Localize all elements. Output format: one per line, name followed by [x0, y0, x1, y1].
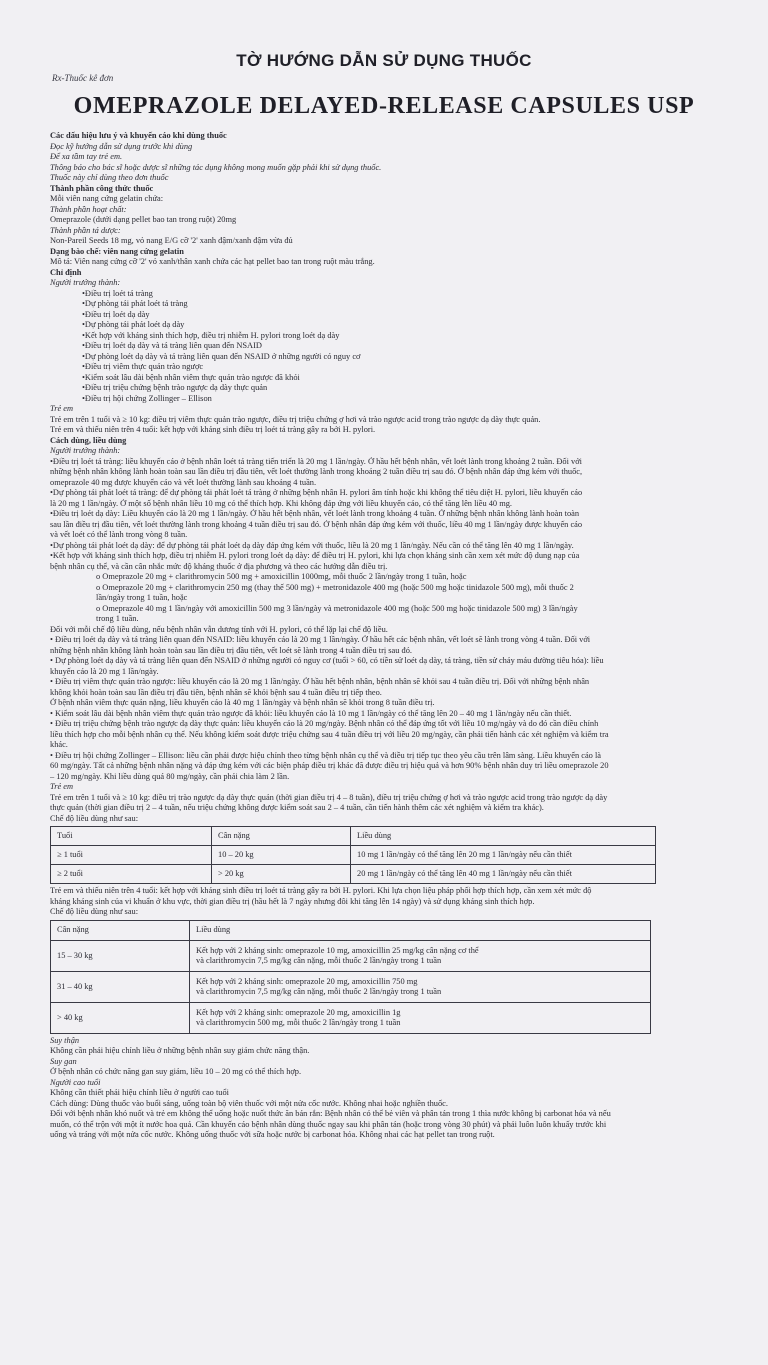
text-line: •Điều trị loét dạ dày và tá tràng liên quan đến NSAID: [82, 341, 262, 350]
text-line: •Điều trị hội chứng Zollinger – Ellison: [82, 393, 212, 403]
text-line: Đối với mỗi chế độ liều dùng, nếu bệnh nhân vẫn dương tính với H. pylori, có thể lặp lại chế độ liều.: [50, 624, 388, 634]
text-line: Đọc kỹ hướng dẫn sử dụng trước khi dùng: [50, 141, 193, 151]
text-line: • Điều trị viêm thực quản trào ngược: liều khuyến cáo là 20 mg 1 lần/ngày. Ở hầu hết bệnh nhân, bệnh nhân sẽ khỏi sau 4 tuần điều trị. Đối với những bệnh nhân: [50, 677, 590, 686]
text-line: Cách dùng, liều dùng: [50, 435, 127, 445]
text-line: Omeprazole (dưới dạng pellet bao tan trong ruột) 20mg: [50, 215, 237, 224]
text-line: •Điều trị loét tá tràng: [82, 288, 153, 298]
text-line: Trẻ em: [50, 782, 74, 791]
text-line: sau lần điều trị đầu tiên, vết loét thường lành trong khoảng 4 tuần điều trị sau đó. Ở bệnh nhân đáp ứng kém với thuốc, liều 40 mg 1 lần/ngày được khuyến cáo: [50, 519, 583, 529]
table-row: [51, 971, 651, 1002]
cell-line: Kết hợp với 2 kháng sinh: omeprazole 20 mg, amoxicillin 1g: [196, 1007, 401, 1017]
cell-line: và clarithromycin 7,5 mg/kg cân nặng, mỗi thuốc 2 lần/ngày trong 1 tuần: [196, 955, 442, 965]
leaflet-body: [50, 131, 722, 1141]
text-line: •Dự phòng tái phát loét tá tràng: [82, 299, 188, 308]
table-cell: 10 mg 1 lần/ngày có thể tăng lên 20 mg 1 lần/ngày nếu cần thiết: [351, 846, 656, 865]
table-header-cell: Cân nặng: [51, 920, 190, 940]
table-cell: > 40 kg: [51, 1002, 190, 1033]
table-header-cell: Tuổi: [51, 827, 212, 846]
text-line: •Dự phòng tái phát loét tá tràng: để dự phòng tái phát loét tá tràng ở những bệnh nhân H. pylori âm tính hoặc khi không thể tiêu diệt H. pylori, liều khuyến cáo: [50, 488, 583, 497]
table-row: [51, 865, 656, 884]
text-line: •Điều trị viêm thực quản trào ngược: [82, 362, 204, 371]
text-line: Thành phần hoạt chất:: [50, 204, 127, 214]
text-line: Người cao tuổi: [50, 1077, 101, 1087]
table-cell: ≥ 1 tuổi: [51, 846, 212, 865]
text-line: • Điều trị hội chứng Zollinger – Ellison: liều cần phải được hiệu chỉnh theo từng bệnh nhân cụ thể và điều trị tiếp tục theo yêu cầu trên lâm sàng. Liều khuyến cáo là: [50, 750, 602, 760]
text-line: bệnh nhân cụ thể, và cần cân nhắc mức độ kháng thuốc ở địa phương và theo các hướng dẫn điều trị.: [50, 561, 388, 571]
text-line: Người trưởng thành:: [50, 278, 121, 287]
text-line: kháng kháng sinh của vi khuẩn ở khu vực, thời gian điều trị (hầu hết là 7 ngày nhưng đôi khi tăng lên 14 ngày) và sử dụng kháng sinh thích hợp.: [50, 896, 535, 906]
table-cell: 15 – 30 kg: [51, 940, 190, 971]
text-line: Mô tả: Viên nang cứng cỡ '2' vỏ xanh/thân xanh chứa các hạt pellet bao tan trong ruột màu trắng.: [50, 257, 375, 266]
text-line: Chỉ định: [50, 267, 82, 277]
text-line: và vết loét có thể lành trong vòng 8 tuần.: [50, 530, 188, 539]
text-line: uống và tráng với một nửa cốc nước. Không uống thuốc với sữa hoặc nước bị carbonat hóa. Không nhai các hạt pellet tan trong ruột.: [50, 1130, 495, 1139]
table-cell: 31 – 40 kg: [51, 971, 190, 1002]
text-line: thực quản (thời gian điều trị 2 – 4 tuần, nếu triệu chứng không được kiểm soát sau 2 – 4 tuần, cần tiến hành thêm các xét nghiệm và kiểm tra khác).: [50, 803, 544, 812]
text-line: Chế độ liều dùng như sau:: [50, 907, 139, 916]
text-line: Dạng bào chế: viên nang cứng gelatin: [50, 246, 184, 256]
cell-line: và clarithromycin 7,5 mg/kg cân nặng, mỗi thuốc 2 lần/ngày trong 1 tuần: [196, 986, 442, 996]
text-line: Mỗi viên nang cứng gelatin chứa:: [50, 194, 164, 203]
drug-name: OMEPRAZOLE DELAYED-RELEASE CAPSULES USP: [73, 93, 695, 119]
text-line: •Dự phòng tái phát loét dạ dày: để dự phòng tái phát loét dạ dày đáp ứng kém với thuốc, liều là 20 mg 1 lần/ngày. Nếu cần có thể tăng lên 40 mg 1 lần/ngày.: [50, 540, 574, 550]
text-line: •Dự phòng tái phát loét dạ dày: [82, 320, 185, 329]
text-line: là 20 mg 1 lần/ngày. Ở một số bệnh nhân liều 10 mg có thể thích hợp. Khi không đáp ứng với liều khuyến cáo, có thể tăng lên liều 40 mg.: [50, 498, 512, 508]
text-line: muốn, có thể trộn với một ít nước hoa quả. Cần khuyến cáo bệnh nhân dùng thuốc ngay sau khi phân tán (hoặc trong vòng 30 phút) và phải luôn luôn khuấy trước khi: [50, 1119, 607, 1129]
text-line: •Kết hợp với kháng sinh thích hợp, điều trị nhiễm H. pylori trong loét dạ dày: [82, 330, 340, 340]
text-line: những bệnh nhân không lành hoàn toàn sau lần điều trị đầu tiên, vết loét sẽ lành trong 4 tuần điều trị sau đó.: [50, 645, 413, 655]
text-line: Suy gan: [50, 1056, 77, 1066]
table-row: [51, 1002, 651, 1033]
text-line: liều thích hợp cho mỗi bệnh nhân cụ thể. Nếu không kiểm soát được triệu chứng sau 4 tuần điều trị với liều 20 mg/ngày, cần phải tiến hành các xét nghiệm và kiểm tra: [50, 729, 609, 739]
text-line: •Kết hợp với kháng sinh thích hợp, điều trị nhiễm H. pylori trong loét dạ dày: để điều trị H. pylori, khi lựa chọn kháng sinh cần xem xét mức độ dung nạp của: [50, 551, 580, 560]
table-header-row: [51, 827, 656, 846]
text-line: Trẻ em trên 1 tuổi và ≥ 10 kg: điều trị trào ngược dạ dày thực quản (thời gian điều trị 4 – 8 tuần), điều trị triệu chứng ợ hơi và trào ngược acid trong trào ngược dạ dày: [50, 792, 608, 802]
dosage-table-children: [50, 826, 656, 884]
text-line: Trẻ em và thiếu niên trên 4 tuổi: kết hợp với kháng sinh điều trị loét tá tràng gây ra bởi H. pylori. Khi lựa chọn liệu pháp phối hợp thích hợp, cần xem xét mức độ: [50, 886, 592, 895]
text-line: Non-Pareil Seeds 18 mg, vỏ nang E/G cỡ '2' xanh đậm/xanh đậm vừa đủ: [50, 236, 293, 245]
cell-line: và clarithromycin 500 mg, mỗi thuốc 2 lần/ngày trong 1 tuần: [196, 1017, 401, 1027]
text-line: • Điều trị triệu chứng bệnh trào ngược dạ dày thực quản: liều khuyến cáo là 20 mg/ngày. Bệnh nhân có thể đáp ứng tốt với liều 10 mg/ngày và do đó cần điều chỉnh: [50, 719, 599, 728]
text-line: Trẻ em và thiếu niên trên 4 tuổi: kết hợp với kháng sinh điều trị loét tá tràng gây ra bởi H. pylori.: [50, 425, 376, 434]
text-line: Các dấu hiệu lưu ý và khuyến cáo khi dùng thuốc: [50, 131, 227, 140]
text-line: Thành phần công thức thuốc: [50, 183, 154, 193]
table-header-cell: Cân nặng: [212, 827, 351, 846]
text-line: Thông báo cho bác sĩ hoặc dược sĩ những tác dụng không mong muốn gặp phải khi sử dụng thuốc.: [50, 162, 382, 172]
table-cell: > 20 kg: [212, 865, 351, 884]
table-row: [51, 846, 656, 865]
text-line: o Omeprazole 20 mg + clarithromycin 250 mg (thay thế 500 mg) + metronidazole 400 mg (hoặc 500 mg hoặc tinidazole 500 mg), mỗi thuốc 2: [96, 582, 574, 592]
cell-line: Kết hợp với 2 kháng sinh: omeprazole 20 mg, amoxicillin 750 mg: [196, 976, 418, 986]
body-section-2: [50, 886, 722, 918]
text-line: Ở bệnh nhân có chức năng gan suy giảm, liều 10 – 20 mg có thể thích hợp.: [50, 1067, 302, 1076]
body-section-1: [50, 131, 722, 824]
text-line: Suy thận: [50, 1035, 80, 1045]
text-line: những bệnh nhân không lành hoàn toàn sau lần điều trị đầu tiên, vết loét thường lành trong khoảng 2 tuần điều trị sau đó. Ở bệnh nhân đáp ứng kém với thuốc,: [50, 467, 583, 476]
table-header-cell: Liều dùng: [351, 827, 656, 846]
text-line: – 120 mg/ngày. Khi liều dùng quá 80 mg/ngày, cần phải chia làm 2 lần.: [50, 771, 290, 781]
text-line: Ở bệnh nhân viêm thực quản nặng, liều khuyến cáo là 40 mg 1 lần/ngày và bệnh nhân sẽ khỏi trong 8 tuần điều trị.: [50, 698, 435, 707]
text-line: Thành phần tá dược:: [50, 225, 121, 235]
text-line: lần/ngày trong 1 tuần, hoặc: [96, 593, 188, 602]
table-cell: 10 – 20 kg: [212, 846, 351, 865]
table-cell: [190, 1002, 651, 1033]
text-line: Trẻ em trên 1 tuổi và ≥ 10 kg: điều trị viêm thực quản trào ngược, điều trị triệu chứng ợ hơi và trào ngược acid trong trào ngược dạ dày thực quản.: [50, 414, 541, 424]
text-line: Trẻ em: [50, 404, 74, 413]
text-line: omeprazole 40 mg được khuyến cáo và vết loét thường lành sau khoảng 4 tuần.: [50, 477, 317, 487]
text-line: Chế độ liều dùng như sau:: [50, 813, 139, 823]
text-line: Không cần phải hiệu chỉnh liều ở những bệnh nhân suy giảm chức năng thận.: [50, 1046, 310, 1055]
text-line: Để xa tầm tay trẻ em.: [50, 152, 123, 161]
body-section-3: [50, 1036, 722, 1141]
table-header-cell: Liều dùng: [190, 920, 651, 940]
text-line: •Kiểm soát lâu dài bệnh nhân viêm thực quản trào ngược đã khỏi: [82, 372, 300, 382]
text-line: •Dự phòng loét dạ dày và tá tràng liên quan đến NSAID ở những người có nguy cơ: [82, 351, 361, 361]
table-cell: [190, 971, 651, 1002]
text-line: •Điều trị triệu chứng bệnh trào ngược dạ dày thực quản: [82, 383, 268, 392]
text-line: Đối với bệnh nhân khó nuốt và trẻ em không thể uống hoặc nuốt thức ăn bán rắn: Bệnh nhân có thể bẻ viên và phân tán trong 1 thìa nước không bị carbonat hóa và nếu: [50, 1109, 611, 1118]
table-cell: 20 mg 1 lần/ngày có thể tăng lên 40 mg 1 lần/ngày nếu cần thiết: [351, 865, 656, 884]
text-line: không khỏi hoàn toàn sau lần điều trị đầu tiên, bệnh nhân sẽ khỏi bệnh sau 4 tuần điều trị tiếp theo.: [50, 687, 382, 697]
text-line: • Điều trị loét dạ dày và tá tràng liên quan đến NSAID: liều khuyến cáo là 20 mg 1 lần/ngày. Ở hầu hết các bệnh nhân, vết loét sẽ lành trong vòng 4 tuần. Đối với: [50, 635, 591, 644]
table-cell: ≥ 2 tuổi: [51, 865, 212, 884]
text-line: Cách dùng: Dùng thuốc vào buổi sáng, uống toàn bộ viên thuốc với một nửa cốc nước. Không nhai hoặc nghiền thuốc.: [50, 1098, 448, 1108]
text-line: • Dự phòng loét dạ dày và tá tràng liên quan đến NSAID ở những người có nguy cơ (tuổi > 60, có tiền sử loét dạ dày, tá tràng, tiền sử chảy máu đường tiêu hóa): liều: [50, 656, 604, 665]
text-line: • Kiểm soát lâu dài bệnh nhân viêm thực quản trào ngược đã khỏi: liều khuyến cáo là 10 mg 1 lần/ngày có thể tăng lên 20 – 40 mg 1 lần/ngày nếu cần thiết.: [50, 708, 572, 718]
table-header-row: [51, 920, 651, 940]
table-row: [51, 940, 651, 971]
text-line: •Điều trị loét dạ dày: Liều khuyến cáo là 20 mg 1 lần/ngày. Ở hầu hết bệnh nhân, vết loét lành trong khoảng 4 tuần. Ở những bệnh nhân không lành hoàn toàn: [50, 509, 580, 518]
cell-line: Kết hợp với 2 kháng sinh: omeprazole 10 mg, amoxicillin 25 mg/kg cân nặng cơ thể: [196, 945, 479, 955]
text-line: Người trưởng thành:: [50, 446, 121, 455]
text-line: 60 mg/ngày. Tất cả những bệnh nhân nặng và đáp ứng kém với các biện pháp điều trị khác đã được điều trị hiệu quả và hơn 90% bệnh nhân duy trì liều omeprazole 20: [50, 761, 609, 770]
rx-label: Rx-Thuốc kê đơn: [52, 73, 114, 83]
text-line: o Omeprazole 40 mg 1 lần/ngày với amoxicillin 500 mg 3 lần/ngày và metronidazole 400 mg (hoặc 500 mg hoặc tinidazole 500 mg) 3 lần/ngày: [96, 603, 578, 613]
text-line: trong 1 tuần.: [96, 614, 139, 623]
text-line: khác.: [50, 740, 68, 749]
dosage-table-hpylori: [50, 920, 651, 1034]
text-line: •Điều trị loét tá tràng: liều khuyến cáo ở bệnh nhân loét tá tràng tiến triển là 20 mg 1 lần/ngày. Ở hầu hết bệnh nhân, vết loét lành trong khoảng 2 tuần. Đối với: [50, 456, 582, 466]
text-line: Thuốc này chỉ dùng theo đơn thuốc: [50, 173, 169, 182]
leaflet-title: TỜ HƯỚNG DẪN SỬ DỤNG THUỐC: [236, 51, 532, 70]
text-line: o Omeprazole 20 mg + clarithromycin 500 mg + amoxicillin 1000mg, mỗi thuốc 2 lần/ngày trong 1 tuần, hoặc: [96, 572, 467, 581]
text-line: •Điều trị loét dạ dày: [82, 309, 150, 319]
text-line: khuyến cáo là 20 mg 1 lần/ngày.: [50, 666, 159, 676]
text-line: Không cần thiết phải hiệu chỉnh liều ở người cao tuổi: [50, 1088, 229, 1097]
table-cell: [190, 940, 651, 971]
